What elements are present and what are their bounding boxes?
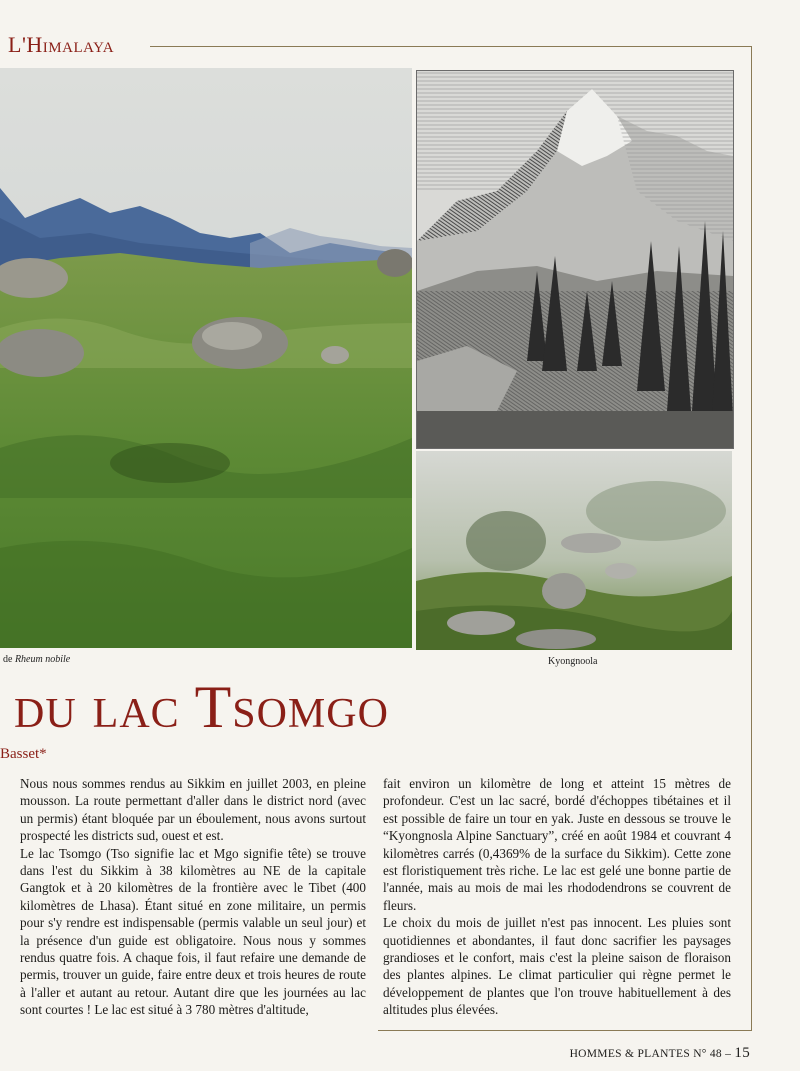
caption-left-species: Rheum nobile — [14, 654, 71, 665]
engraving-mountain-forest — [416, 70, 734, 449]
magazine-name: HOMMES & PLANTES N° 48 – — [569, 1048, 732, 1060]
article-title-text: du lac Tsomgo — [14, 674, 389, 740]
page-number: 15 — [734, 1045, 750, 1061]
body-column-right — [383, 775, 731, 1019]
article-byline: Basset* — [0, 746, 47, 762]
section-header — [8, 30, 752, 60]
caption-right: Kyongnoola — [548, 656, 598, 667]
paragraph: Le lac Tsomgo (Tso signifie lac et Mgo signifie tête) se trouve dans l'est du Sikkim à 38 kilomètres au NE de la capitale Gangtok et à 20 kilomètres de la frontière avec le Tibet (400 kilomètres de Lhasa). Étant situé en zone militaire, un permis pour s'y rendre est indispensable (permis valable un seul jour) et la présence d'un guide est obligatoire. Nous nous y sommes rendus quatre fois. A chaque fois, il faut refaire une demande de permis, trouver un guide, faire entre deux et trois heures de route à l'aller et autant au retour. Autant dire que les journées au lac sont courtes ! Le lac est situé à 3 780 mètres d'altitude, — [20, 845, 366, 1018]
section-title: L'Himalaya — [8, 32, 115, 57]
paragraph: Nous nous sommes rendus au Sikkim en juillet 2003, en pleine mousson. La route permettant d'aller dans le district nord (avec un permis) étant bloquée par un éboulement, nous avons surtout prospecté les districts sud, ouest et est. — [20, 776, 366, 844]
paragraph: fait environ un kilomètre de long et atteint 15 mètres de profondeur. C'est un lac sacré, bordé d'échoppes tibétaines et il est possible de faire un tour en yak. Juste en dessous se trouve le “Kyongnosla Alpine Sanctuary”, créé en août 1984 et couvrant 4 kilomètres carrés (0,4369% de la surface du Sikkim). Cette zone est floristiquement très riche. Le lac est gelé une bonne partie de l'année, mais au mois de mai les rhododendrons se couvrent de fleurs. — [383, 776, 731, 913]
paragraph: Le choix du mois de juillet n'est pas innocent. Les pluies sont quotidiennes et abondantes, il faut donc sacrifier les paysages grandioses et le confort, mais c'est la pleine saison de floraison des plantes alpines. Le climat particulier qui règne permet le développement de plantes que l'on trouve habituellement à des altitudes plus élevées. — [383, 915, 731, 1018]
photo-alpine-meadow — [0, 68, 412, 648]
frame-rule-right — [751, 46, 752, 1030]
body-column-left — [20, 775, 366, 1019]
photo-foggy-meadow — [416, 451, 732, 650]
caption-left — [3, 654, 70, 665]
article-title — [14, 672, 389, 742]
frame-rule-bottom — [378, 1030, 752, 1031]
section-rule — [150, 46, 752, 47]
caption-left-prefix: de — [3, 654, 13, 665]
page-footer — [570, 1045, 750, 1062]
